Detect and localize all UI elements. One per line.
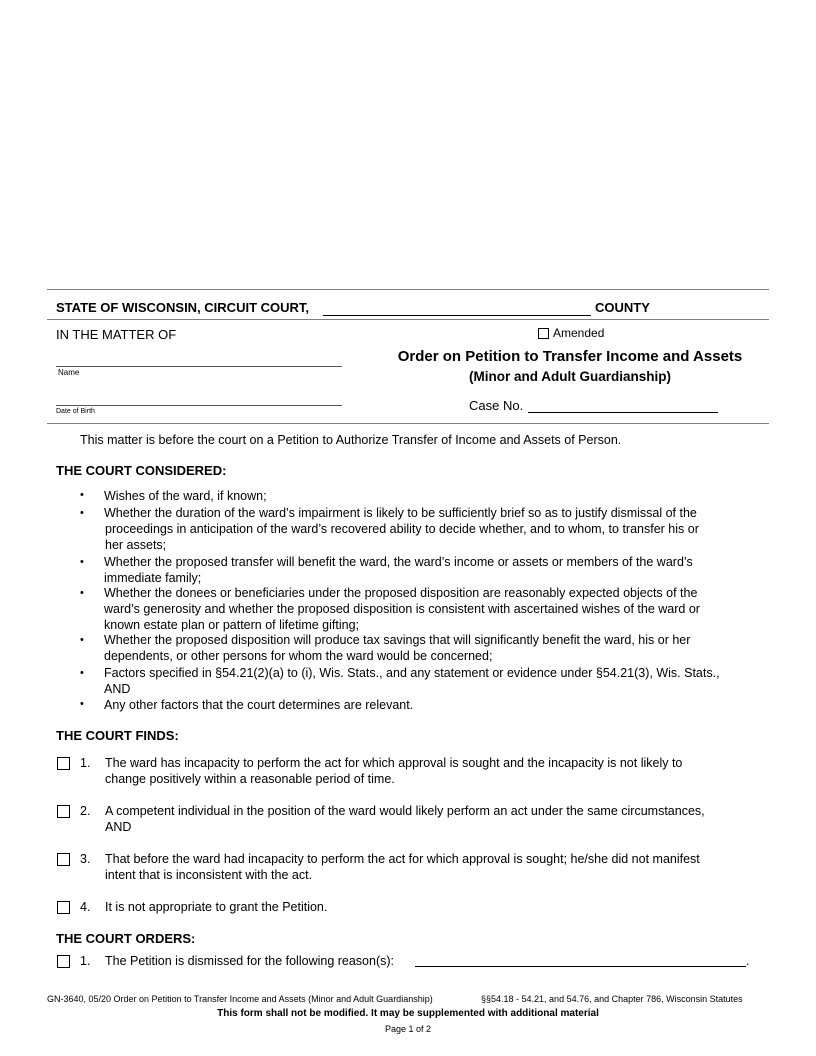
county-field[interactable] (323, 300, 591, 316)
considered-heading: THE COURT CONSIDERED: (56, 463, 227, 478)
order-1-end: . (746, 954, 750, 968)
dismissal-reason-field[interactable] (415, 952, 746, 967)
form-subtitle: (Minor and Adult Guardianship) (469, 369, 671, 384)
considered-item: Whether the duration of the ward’s impairment is likely to be sufficiently brief so as to justify dismissal of the proceedings in anticipation of the ward’s recovered ability to decide whether, and to whom, to transfer his or her assets; (104, 506, 699, 552)
considered-item: Whether the proposed transfer will benefit the ward, the ward’s income or assets or members of the ward’s immediate family; (104, 555, 693, 585)
finds-heading: THE COURT FINDS: (56, 728, 179, 743)
finding-3-number: 3. (80, 852, 91, 866)
footer-statutes: §§54.18 - 54.21, and 54.76, and Chapter 786, Wisconsin Statutes (481, 994, 743, 1004)
finding-1-text: The ward has incapacity to perform the act for which approval is sought and the incapacity is not likely to change positively within a reasonable period of time. (105, 756, 683, 786)
in-the-matter-of: IN THE MATTER OF (56, 327, 177, 342)
amended-checkbox[interactable] (538, 328, 549, 339)
finding-1-checkbox[interactable] (57, 757, 70, 770)
considered-item: Whether the donees or beneficiaries under the proposed disposition are reasonably expected objects of the ward’s generosity and whether the proposed disposition is consistent with ascertained wishes of the ward or known estate plan or pattern of lifetime gifting; (104, 586, 700, 632)
name-field[interactable] (56, 366, 342, 367)
finding-2-number: 2. (80, 804, 91, 818)
bullet-glyph: • (80, 634, 84, 646)
name-label: Name (58, 368, 80, 377)
court-line-prefix: STATE OF WISCONSIN, CIRCUIT COURT, (56, 300, 310, 315)
considered-item: Any other factors that the court determines are relevant. (104, 698, 414, 712)
finding-1-number: 1. (80, 756, 91, 770)
case-no-label: Case No. (469, 398, 524, 413)
bullet-glyph: • (80, 507, 84, 519)
dob-field[interactable] (56, 405, 342, 406)
form-title: Order on Petition to Transfer Income and Assets (397, 348, 743, 365)
court-line-suffix: COUNTY (595, 300, 650, 315)
caption-top-rule (47, 289, 769, 290)
order-1-number: 1. (80, 954, 91, 968)
footer-page: Page 1 of 2 (384, 1024, 432, 1034)
considered-item: Whether the proposed disposition will produce tax savings that will significantly benefit the ward, his or her dependents, or other persons for whom the ward would be concerned; (104, 633, 691, 663)
bullet-glyph: • (80, 587, 84, 599)
intro-text: This matter is before the court on a Petition to Authorize Transfer of Income and Assets of Person. (80, 433, 622, 447)
finding-4-text: It is not appropriate to grant the Petition. (105, 900, 328, 914)
finding-2-checkbox[interactable] (57, 805, 70, 818)
orders-heading: THE COURT ORDERS: (56, 931, 196, 946)
footer-notice: This form shall not be modified. It may be supplemented with additional material (217, 1008, 599, 1019)
footer-form-id: GN-3640, 05/20 Order on Petition to Transfer Income and Assets (Minor and Adult Guardianship) (47, 994, 433, 1004)
finding-3-text: That before the ward had incapacity to perform the act for which approval is sought; he/she did not manifest intent that is inconsistent with the act. (105, 852, 700, 882)
finding-3-checkbox[interactable] (57, 853, 70, 866)
considered-item: Wishes of the ward, if known; (104, 489, 267, 503)
finding-4-number: 4. (80, 900, 91, 914)
case-no-field[interactable] (528, 398, 718, 413)
bullet-glyph: • (80, 556, 84, 568)
order-1-checkbox[interactable] (57, 955, 70, 968)
finding-2-text: A competent individual in the position of the ward would likely perform an act under the same circumstances, AND (105, 804, 705, 834)
order-1-text: The Petition is dismissed for the following reason(s): (105, 954, 395, 968)
bullet-glyph: • (80, 489, 84, 501)
caption-mid-rule (47, 319, 769, 320)
caption-bottom-rule (47, 423, 769, 424)
considered-item: Factors specified in §54.21(2)(a) to (i), Wis. Stats., and any statement or evidence under §54.21(3), Wis. Stats., AND (104, 666, 720, 696)
amended-label: Amended (553, 326, 605, 340)
bullet-glyph: • (80, 698, 84, 710)
dob-label: Date of Birth (56, 408, 95, 415)
bullet-glyph: • (80, 667, 84, 679)
finding-4-checkbox[interactable] (57, 901, 70, 914)
